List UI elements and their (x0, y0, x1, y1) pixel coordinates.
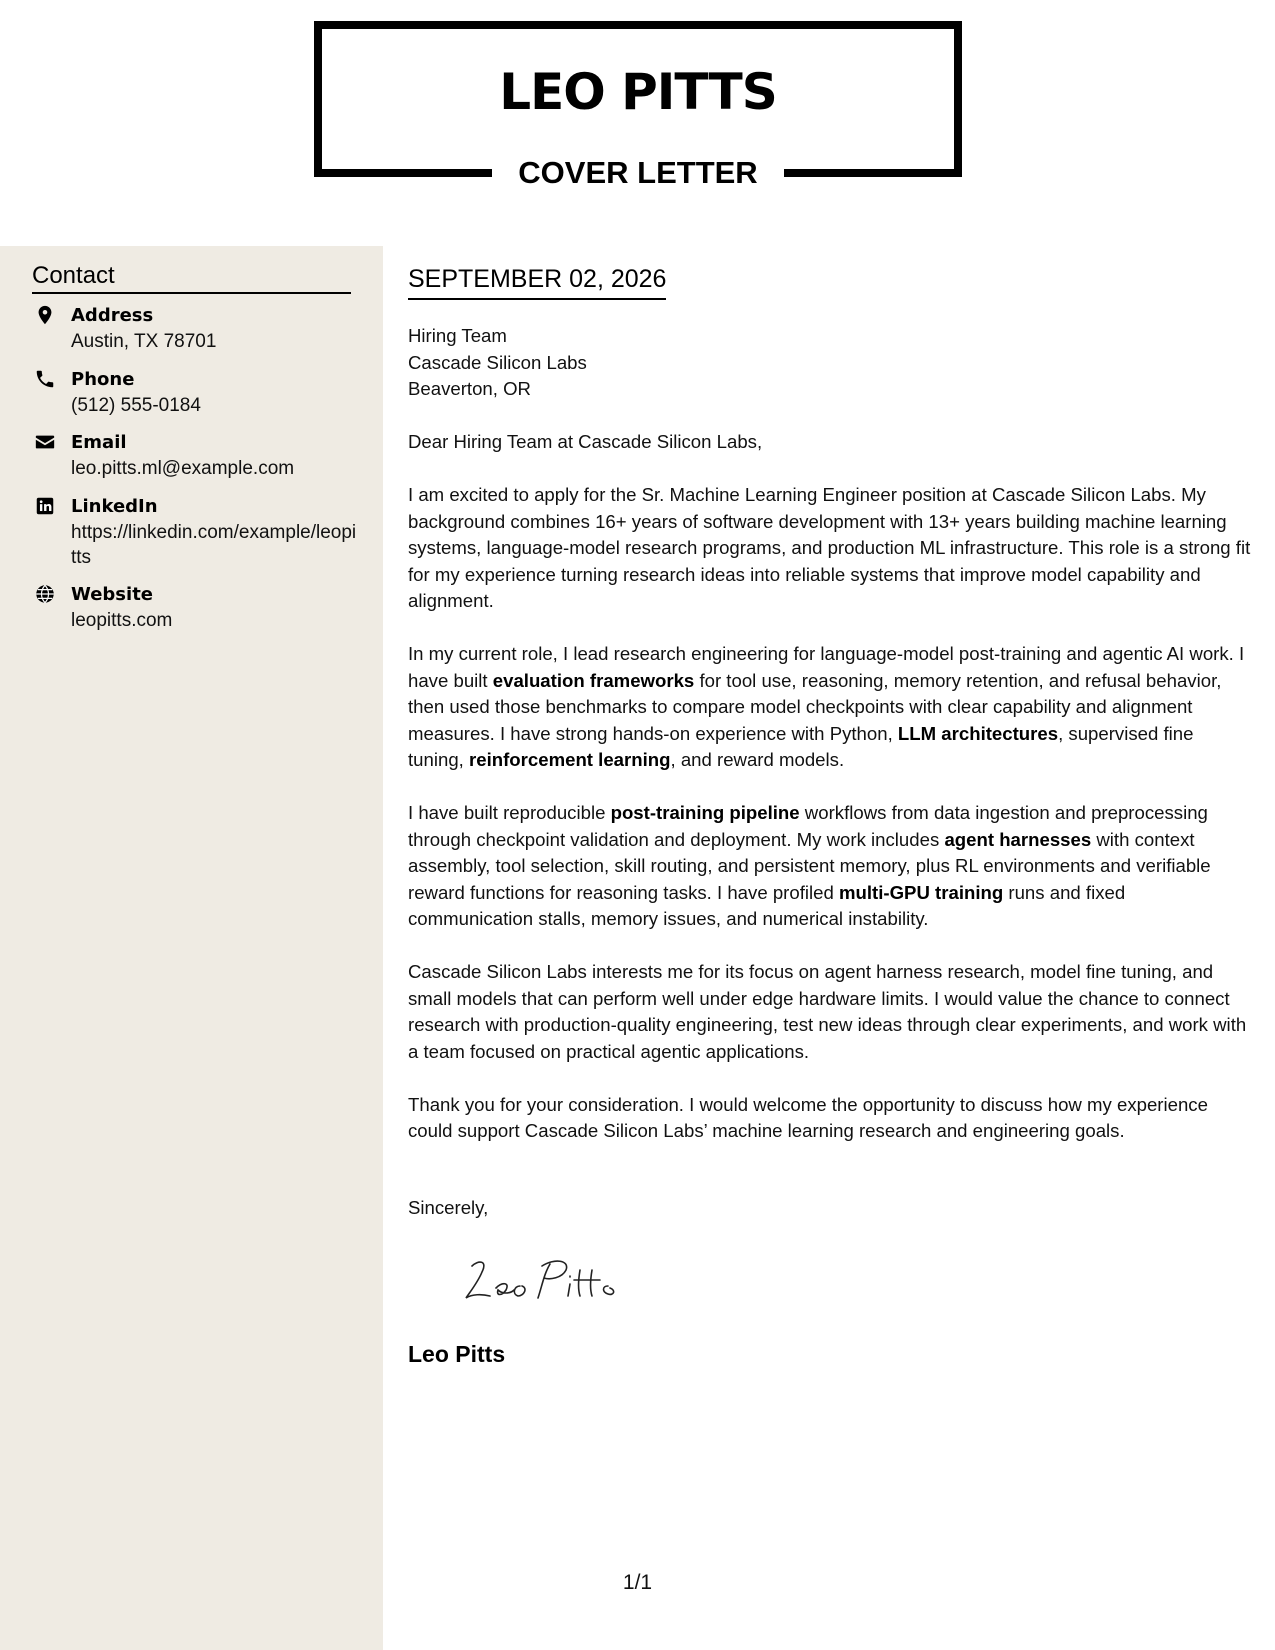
applicant-name: LEO PITTS (499, 63, 777, 121)
envelope-icon (34, 431, 58, 455)
contact-value: Austin, TX 78701 (71, 331, 217, 352)
closing: Sincerely, (408, 1197, 489, 1218)
paragraph-text: I am excited to apply for the Sr. Machine Learning Engineer position at Cascade Silicon Labs. My background combines 16+ years of software development with 13+ years building machine learning systems, language-model research programs, and production ML infrastructure. This role is a strong fit for my experience turning research ideas into reliable systems that improve model capability and alignment. (408, 484, 1251, 611)
body-paragraph (408, 959, 1253, 1065)
contact-heading: Contact (32, 262, 351, 294)
contact-label: Email (71, 432, 127, 453)
document-subtitle: COVER LETTER (492, 146, 784, 200)
phone-icon (34, 368, 58, 392)
paragraph-text: , supervised fine tuning, (408, 722, 1194, 770)
paragraph-text: runs and fixed communication stalls, memory issues, and numerical instability. (408, 881, 1126, 929)
paragraph-text: I have built reproducible (408, 802, 611, 823)
body-paragraph (408, 482, 1253, 615)
paragraph-text: workflows from data ingestion and preprocessing through checkpoint validation and deployment. My work includes (408, 802, 1208, 850)
globe-icon (34, 583, 58, 607)
recipient-line: Beaverton, OR (408, 378, 531, 399)
paragraph-text: for tool use, reasoning, memory retention, and refusal behavior, then used those benchmarks to compare model checkpoints with clear capability and alignment measures. I have strong hands-on experience with Python, (408, 669, 1222, 744)
letter-body (408, 323, 1253, 1171)
recipient-line: Hiring Team (408, 325, 507, 346)
body-paragraph (408, 800, 1253, 933)
contact-value[interactable]: leopitts.com (71, 610, 173, 631)
letter-paragraphs (408, 482, 1253, 1145)
linkedin-icon (34, 495, 58, 519)
letter-date: SEPTEMBER 02, 2026 (408, 264, 666, 300)
emphasis-text: reinforcement learning (469, 749, 671, 770)
handwritten-signature (458, 1248, 628, 1308)
contact-label: Phone (71, 369, 135, 390)
contact-label: LinkedIn (71, 496, 158, 517)
salutation: Dear Hiring Team at Cascade Silicon Labs, (408, 431, 763, 452)
signer-name: Leo Pitts (408, 1341, 506, 1367)
paragraph-text: Cascade Silicon Labs interests me for its focus on agent harness research, model fine tuning, and small models that can perform well under edge hardware limits. I would value the chance to connect research with production-quality engineering, test new ideas through clear experiments, and work with a team focused on practical agentic applications. (408, 961, 1247, 1062)
contact-label: Address (71, 305, 154, 326)
emphasis-text: post-training pipeline (610, 802, 800, 823)
recipient-block (408, 323, 1253, 403)
contact-value: (512) 555-0184 (71, 395, 201, 416)
emphasis-text: multi-GPU training (838, 881, 1004, 903)
body-paragraph (408, 1092, 1253, 1145)
paragraph-text: , and reward models. (670, 749, 845, 770)
contact-value: leo.pitts.ml@example.com (71, 458, 295, 479)
emphasis-text: agent harnesses (944, 828, 1092, 850)
contact-value[interactable]: https://linkedin.com/example/leopitts (71, 522, 357, 568)
contact-label: Website (71, 584, 154, 605)
paragraph-text: Thank you for your consideration. I would welcome the opportunity to discuss how my experience could support Cascade Silicon Labs’ machine learning research and engineering goals. (408, 1093, 1208, 1141)
emphasis-text: LLM architectures (897, 722, 1059, 744)
body-paragraph (408, 641, 1253, 774)
page-number: 1/1 (622, 1571, 653, 1594)
map-pin-icon (34, 304, 58, 328)
paragraph-text: with context assembly, tool selection, skill routing, and persistent memory, plus RL environments and verifiable reward functions for reasoning tasks. I have profiled (408, 828, 1211, 903)
emphasis-text: evaluation frameworks (492, 669, 695, 691)
paragraph-text: In my current role, I lead research engineering for language-model post-training and agentic AI work. I have built (408, 643, 1245, 691)
recipient-line: Cascade Silicon Labs (408, 351, 587, 373)
